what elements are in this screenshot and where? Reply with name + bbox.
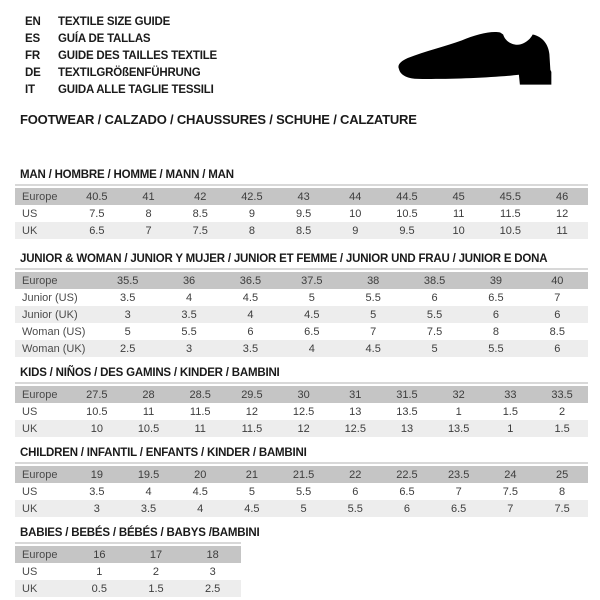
size-cell: 7 <box>370 325 377 338</box>
size-cell: 45 <box>452 190 465 203</box>
size-cell: 19 <box>90 468 103 481</box>
size-cell: 43 <box>297 190 310 203</box>
size-cell: 2 <box>152 565 160 578</box>
size-cell: 27.5 <box>86 388 108 401</box>
size-cell: 9 <box>248 207 255 220</box>
table-title: MAN / HOMBRE / HOMME / MANN / MAN <box>20 169 234 181</box>
table-row <box>15 205 588 222</box>
size-cell: 8 <box>559 485 566 498</box>
language-label: GUÍA DE TALLAS <box>58 33 151 45</box>
size-cell: 5.5 <box>295 485 312 498</box>
size-cell: 5 <box>300 502 307 515</box>
size-cell: 10.5 <box>137 422 160 435</box>
size-cell: 6 <box>492 308 499 321</box>
size-table <box>15 466 588 517</box>
table-top-rule <box>15 462 588 464</box>
size-table <box>15 188 588 239</box>
row-label: Europe <box>22 468 58 481</box>
size-cell: 5 <box>248 485 255 498</box>
size-cell: 33 <box>504 388 517 401</box>
size-cell: 6 <box>554 308 561 321</box>
table-row <box>15 500 588 517</box>
size-cell: 17 <box>149 548 163 561</box>
size-cell: 8 <box>248 224 255 237</box>
row-label: Junior (UK) <box>22 308 78 321</box>
size-cell: 4 <box>186 291 193 304</box>
language-code: EN <box>25 16 41 28</box>
size-cell: 37.5 <box>301 274 323 287</box>
size-cell: 6 <box>247 325 254 338</box>
size-cell: 8 <box>145 207 152 220</box>
size-cell: 10 <box>452 224 465 237</box>
footwear-section-title: FOOTWEAR / CALZADO / CHAUSSURES / SCHUHE / CALZATURE <box>20 112 417 127</box>
language-label: GUIDA ALLE TAGLIE TESSILI <box>58 84 214 96</box>
size-cell: 20 <box>194 468 207 481</box>
size-cell: 19.5 <box>137 468 160 481</box>
size-cell: 5 <box>124 325 131 338</box>
row-label: US <box>22 207 38 220</box>
size-cell: 41 <box>142 190 155 203</box>
size-cell: 11 <box>142 405 155 418</box>
size-cell: 40 <box>551 274 564 287</box>
row-label: US <box>22 565 38 578</box>
size-cell: 0.5 <box>91 582 107 595</box>
size-cell: 7.5 <box>426 325 443 338</box>
table-row <box>15 563 241 580</box>
dress-shoe-icon <box>395 28 572 94</box>
size-cell: 2.5 <box>205 582 221 595</box>
size-cell: 11.5 <box>500 207 521 220</box>
size-cell: 6.5 <box>304 325 320 338</box>
size-cell: 12 <box>297 422 310 435</box>
size-cell: 13 <box>400 422 414 435</box>
row-label: US <box>22 405 38 418</box>
size-cell: 11 <box>452 207 465 220</box>
row-label: Europe <box>22 190 58 203</box>
row-label: US <box>22 485 38 498</box>
size-cell: 13.5 <box>447 422 470 435</box>
size-cell: 7 <box>145 224 152 237</box>
size-cell: 32 <box>452 388 465 401</box>
size-cell: 36 <box>182 274 196 287</box>
size-cell: 3 <box>186 342 193 355</box>
row-label: Europe <box>22 388 58 401</box>
size-table-section <box>15 447 600 517</box>
size-cell: 4.5 <box>242 291 259 304</box>
size-cell: 1.5 <box>554 422 570 435</box>
size-table <box>15 546 241 597</box>
language-code: IT <box>25 84 35 96</box>
size-cell: 28.5 <box>189 388 211 401</box>
size-cell: 11.5 <box>189 405 211 418</box>
table-title: KIDS / NIÑOS / DES GAMINS / KINDER / BAMBINI <box>20 367 280 379</box>
size-cell: 4.5 <box>192 485 208 498</box>
size-cell: 7.5 <box>89 207 105 220</box>
size-cell: 7.5 <box>192 224 208 237</box>
size-cell: 10.5 <box>86 405 108 418</box>
size-cell: 7 <box>507 502 514 515</box>
size-cell: 39 <box>489 274 503 287</box>
size-cell: 1 <box>96 565 103 578</box>
table-header-row <box>15 546 241 563</box>
table-top-rule <box>15 268 588 270</box>
row-label: Europe <box>22 548 58 561</box>
size-cell: 5.5 <box>181 325 197 338</box>
size-table-section <box>15 367 600 437</box>
table-title: CHILDREN / INFANTIL / ENFANTS / KINDER / BAMBINI <box>20 447 307 459</box>
size-table-section <box>15 527 600 597</box>
size-cell: 5 <box>308 291 315 304</box>
size-cell: 21 <box>245 468 259 481</box>
row-label: UK <box>22 582 38 595</box>
table-row <box>15 222 588 239</box>
size-cell: 1.5 <box>502 405 518 418</box>
table-header-row <box>15 188 588 205</box>
size-cell: 3.5 <box>181 308 197 321</box>
size-cell: 10 <box>349 207 362 220</box>
tables-container <box>15 169 600 597</box>
row-label: Junior (US) <box>22 291 78 304</box>
size-cell: 8.5 <box>192 207 208 220</box>
language-code: ES <box>25 33 40 45</box>
size-cell: 3.5 <box>120 291 136 304</box>
size-cell: 13 <box>349 405 362 418</box>
table-row <box>15 580 241 597</box>
size-cell: 8.5 <box>295 224 312 237</box>
size-cell: 1 <box>455 405 462 418</box>
size-cell: 22 <box>349 468 362 481</box>
table-row <box>15 483 588 500</box>
row-label: UK <box>22 502 38 515</box>
row-label: Woman (UK) <box>22 342 86 355</box>
table-top-rule <box>15 184 588 186</box>
size-cell: 4 <box>247 308 254 321</box>
size-cell: 31 <box>349 388 362 401</box>
size-cell: 3.5 <box>89 485 105 498</box>
table-row <box>15 403 588 420</box>
size-cell: 16 <box>93 548 106 561</box>
size-cell: 6 <box>352 485 359 498</box>
size-cell: 9 <box>352 224 359 237</box>
size-cell: 44.5 <box>396 190 418 203</box>
size-cell: 31.5 <box>396 388 418 401</box>
size-cell: 1.5 <box>148 582 164 595</box>
table-row <box>15 340 588 357</box>
size-cell: 5.5 <box>426 308 443 321</box>
size-cell: 6 <box>554 342 561 355</box>
size-cell: 25 <box>555 468 569 481</box>
table-row <box>15 306 588 323</box>
size-cell: 12.5 <box>344 422 366 435</box>
table-header-row <box>15 466 588 483</box>
size-cell: 2.5 <box>120 342 136 355</box>
language-label: TEXTILE SIZE GUIDE <box>58 16 171 28</box>
size-cell: 24 <box>504 468 517 481</box>
size-cell: 6.5 <box>89 224 105 237</box>
table-title: JUNIOR & WOMAN / JUNIOR Y MUJER / JUNIOR ET FEMME / JUNIOR UND FRAU / JUNIOR E DONA <box>20 253 548 265</box>
size-cell: 3.5 <box>140 502 157 515</box>
table-row <box>15 323 588 340</box>
size-cell: 7 <box>455 485 462 498</box>
size-cell: 45.5 <box>499 190 522 203</box>
row-label: UK <box>22 224 38 237</box>
table-row <box>15 420 588 437</box>
size-cell: 11 <box>556 224 568 237</box>
size-cell: 11 <box>194 422 206 435</box>
size-cell: 29.5 <box>241 388 263 401</box>
language-label: GUIDE DES TAILLES TEXTILE <box>58 50 217 62</box>
size-cell: 3 <box>124 308 131 321</box>
size-cell: 44 <box>349 190 362 203</box>
size-cell: 38 <box>367 274 380 287</box>
size-cell: 8.5 <box>549 325 565 338</box>
size-cell: 6 <box>403 502 411 515</box>
size-cell: 40.5 <box>86 190 108 203</box>
size-cell: 38.5 <box>423 274 446 287</box>
size-table <box>15 272 588 357</box>
size-cell: 13.5 <box>396 405 418 418</box>
row-label: UK <box>22 422 38 435</box>
size-cell: 7 <box>554 291 561 304</box>
size-cell: 3 <box>209 565 216 578</box>
size-cell: 5.5 <box>488 342 504 355</box>
size-cell: 4 <box>308 342 315 355</box>
size-cell: 23.5 <box>447 468 470 481</box>
size-cell: 10 <box>90 422 103 435</box>
size-cell: 12 <box>555 207 569 220</box>
size-cell: 22.5 <box>396 468 418 481</box>
table-top-rule <box>15 542 241 544</box>
size-cell: 6.5 <box>451 502 467 515</box>
size-cell: 6.5 <box>488 291 504 304</box>
table-row <box>15 289 588 306</box>
row-label: Woman (US) <box>22 325 86 338</box>
size-cell: 5 <box>431 342 438 355</box>
size-table-section <box>15 169 600 239</box>
size-cell: 33.5 <box>551 388 573 401</box>
table-header-row <box>15 272 588 289</box>
size-cell: 1 <box>507 422 514 435</box>
table-title: BABIES / BEBÉS / BÉBÉS / BABYS /BAMBINI <box>20 527 260 539</box>
size-cell: 5.5 <box>347 502 363 515</box>
size-cell: 7.5 <box>502 485 518 498</box>
size-cell: 18 <box>206 548 219 561</box>
size-table <box>15 386 588 437</box>
size-table-section <box>15 253 600 357</box>
row-label: Europe <box>22 274 58 287</box>
size-cell: 4 <box>197 502 204 515</box>
size-cell: 11.5 <box>241 422 263 435</box>
size-cell: 4.5 <box>244 502 260 515</box>
size-cell: 46 <box>555 190 569 203</box>
size-cell: 3 <box>93 502 100 515</box>
language-code: FR <box>25 50 40 62</box>
size-cell: 42 <box>194 190 207 203</box>
size-cell: 42.5 <box>241 190 263 203</box>
size-cell: 2 <box>559 405 566 418</box>
size-cell: 10.5 <box>499 224 522 237</box>
language-code: DE <box>25 67 41 79</box>
size-cell: 8 <box>492 325 499 338</box>
size-cell: 12 <box>245 405 259 418</box>
size-cell: 21.5 <box>292 468 315 481</box>
size-cell: 36.5 <box>239 274 262 287</box>
language-label: TEXTILGRÖßENFÜHRUNG <box>58 67 201 79</box>
size-cell: 30 <box>297 388 310 401</box>
size-cell: 4.5 <box>304 308 320 321</box>
size-cell: 10.5 <box>396 207 418 220</box>
size-cell: 6 <box>431 291 438 304</box>
size-cell: 5.5 <box>365 291 381 304</box>
size-cell: 4.5 <box>365 342 381 355</box>
size-cell: 9.5 <box>399 224 415 237</box>
size-cell: 9.5 <box>295 207 312 220</box>
size-cell: 5 <box>370 308 377 321</box>
size-cell: 35.5 <box>116 274 139 287</box>
table-header-row <box>15 386 588 403</box>
size-cell: 28 <box>142 388 155 401</box>
table-top-rule <box>15 382 588 384</box>
size-cell: 3.5 <box>242 342 259 355</box>
size-cell: 6.5 <box>399 485 415 498</box>
size-cell: 7.5 <box>554 502 570 515</box>
size-cell: 12.5 <box>292 405 315 418</box>
size-cell: 4 <box>145 485 152 498</box>
